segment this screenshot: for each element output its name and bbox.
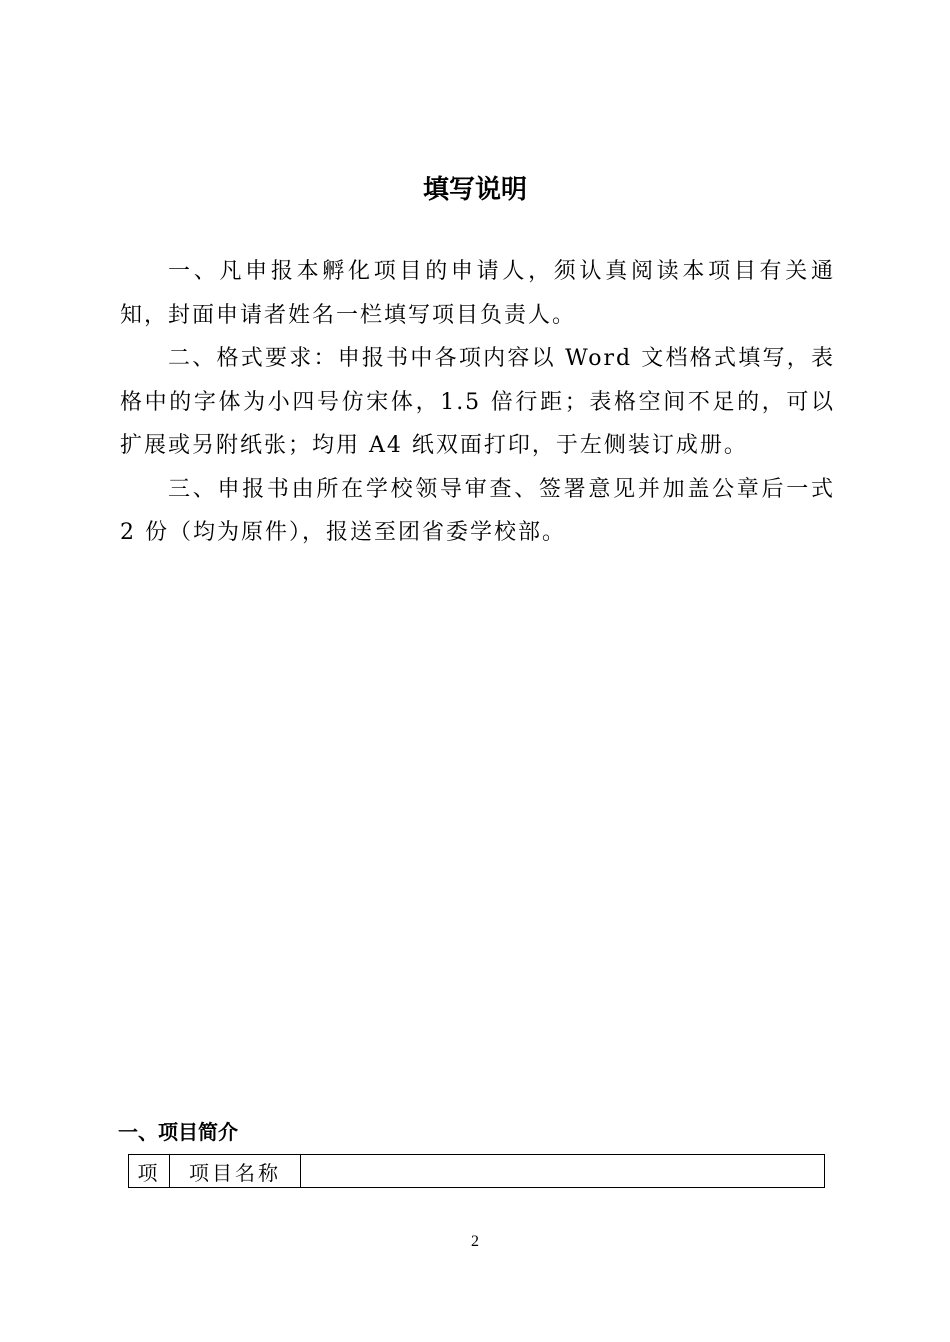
table-cell-label: 项目名称: [170, 1155, 301, 1188]
instruction-paragraph-3: 三、申报书由所在学校领导审查、签署意见并加盖公章后一式 2 份（均为原件），报送至团省委学校部。: [120, 476, 835, 545]
section-heading: 一、项目简介: [118, 1120, 238, 1144]
page-title: 填写说明: [422, 175, 527, 205]
table-row: [129, 1155, 825, 1188]
project-name-field[interactable]: [301, 1155, 825, 1188]
instruction-paragraph-1: 一、凡申报本孵化项目的申请人，须认真阅读本项目有关通知，封面申请者姓名一栏填写项目负责人。: [120, 259, 835, 328]
table-cell-category: 项: [129, 1155, 170, 1188]
instruction-paragraph-2: 二、格式要求：申报书中各项内容以 Word 文档格式填写，表格中的字体为小四号仿宋体，1.5 倍行距；表格空间不足的，可以扩展或另附纸张；均用 A4 纸双面打印，于左侧装订成册。: [120, 346, 835, 458]
page-number: 2: [471, 1233, 479, 1250]
project-info-table: [128, 1154, 825, 1188]
instructions-body: [120, 250, 835, 555]
